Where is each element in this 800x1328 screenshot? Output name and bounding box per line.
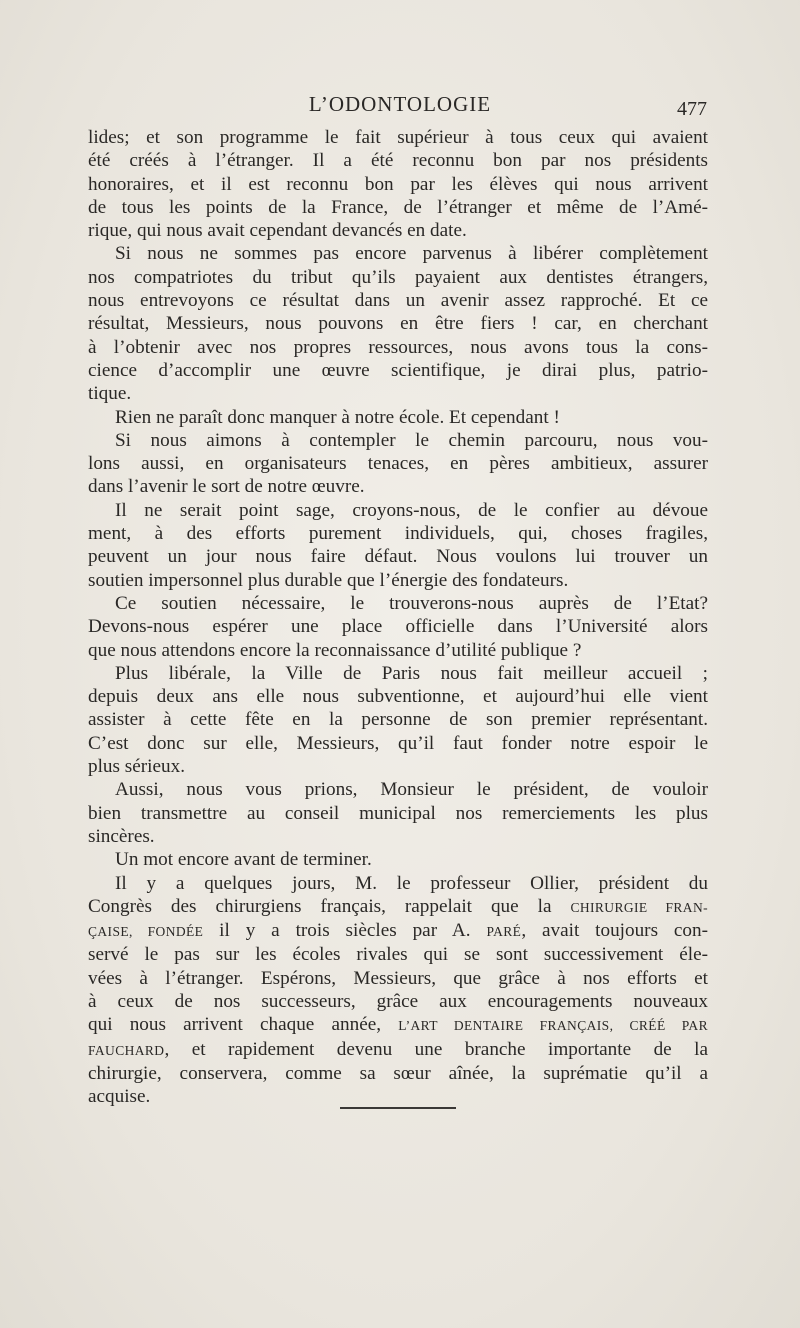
paragraph <box>88 242 708 405</box>
text-line <box>88 919 708 943</box>
text-line: chirurgie, conservera, comme sa sœur aînée, la suprématie qu’il a <box>88 1062 708 1084</box>
text-line: de tous les points de la France, de l’étranger et même de l’Amé- <box>88 196 708 218</box>
text-line: lons aussi, en organisateurs tenaces, en pères ambitieux, assurer <box>88 453 708 475</box>
text-line: Il ne serait point sage, croyons-nous, de le confier au dévoue <box>115 499 708 521</box>
small-caps-text: PARÉ <box>486 924 522 940</box>
text-line: été créés à l’étranger. Il a été reconnu bon par nos présidents <box>88 150 708 172</box>
page-header <box>0 90 800 124</box>
text-line: Rien ne paraît donc manquer à notre école. Et cependant ! <box>115 406 560 428</box>
text-line <box>88 895 708 919</box>
text-line: à ceux de nos successeurs, grâce aux encouragements nouveaux <box>88 990 708 1012</box>
text-line: honoraires, et il est reconnu bon par les élèves qui nous arrivent <box>88 173 708 195</box>
text-line: résultat, Messieurs, nous pouvons en être fiers ! car, en cherchant <box>88 313 708 335</box>
text-line <box>88 1038 708 1062</box>
text-line: acquise. <box>88 1086 151 1108</box>
paragraph <box>88 778 708 848</box>
text-line: depuis deux ans elle nous subventionne, et aujourd’hui elle vient <box>88 686 708 708</box>
text-line: lides; et son programme le fait supérieur à tous ceux qui avaient <box>88 127 708 148</box>
text-segment: , avait toujours con- <box>521 920 709 942</box>
small-caps-text: CHIRURGIE FRAN- <box>570 899 709 915</box>
text-line: bien transmettre au conseil municipal nos remerciements les plus <box>88 802 708 824</box>
paragraph <box>88 848 708 871</box>
text-line: rique, qui nous avait cependant devancés en date. <box>88 220 467 242</box>
small-caps-text: L’ART DENTAIRE FRANÇAIS, CRÉÉ PAR <box>398 1018 708 1034</box>
text-line: soutien impersonnel plus durable que l’énergie des fondateurs. <box>88 569 569 591</box>
text-line: cience d’accomplir une œuvre scientifique, je dirai plus, patrio- <box>88 359 708 381</box>
text-line: nos compatriotes du tribut qu’ils payaient aux dentistes étrangers, <box>88 266 708 288</box>
text-segment: il y a trois siècles par A. <box>203 920 487 942</box>
text-line: à l’obtenir avec nos propres ressources, nous avons tous la cons- <box>88 336 708 358</box>
text-line: Ce soutien nécessaire, le trouverons-nous auprès de l’Etat? <box>115 592 708 614</box>
text-line: assister à cette fête en la personne de son premier représentant. <box>88 709 708 731</box>
small-caps-text: FAUCHARD <box>88 1042 165 1058</box>
closing-rule <box>340 1107 456 1109</box>
paragraph <box>88 406 708 429</box>
paragraph <box>88 126 708 242</box>
body-text <box>88 126 708 1108</box>
text-line: Il y a quelques jours, M. le professeur Ollier, président du <box>115 872 708 894</box>
text-line: Aussi, nous vous prions, Monsieur le président, de vouloir <box>115 779 708 801</box>
page-number: 477 <box>677 98 707 120</box>
text-line: servé le pas sur les écoles rivales qui se sont successivement éle- <box>88 944 708 966</box>
text-line: plus sérieux. <box>88 756 185 778</box>
text-line: ment, à des efforts purement individuels, qui, choses fragiles, <box>88 523 708 545</box>
paragraph <box>88 499 708 592</box>
text-line: que nous attendons encore la reconnaissance d’utilité publique ? <box>88 639 582 661</box>
text-line: Devons-nous espérer une place officielle dans l’Université alors <box>88 616 708 638</box>
text-line: nous entrevoyons ce résultat dans un avenir assez rapproché. Et ce <box>88 290 708 312</box>
text-line: Un mot encore avant de terminer. <box>115 849 372 871</box>
text-line <box>88 1013 708 1037</box>
text-line: dans l’avenir le sort de notre œuvre. <box>88 476 365 498</box>
paragraph <box>88 592 708 662</box>
text-segment: qui nous arrivent chaque année, <box>88 1014 399 1036</box>
text-line: Plus libérale, la Ville de Paris nous fait meilleur accueil ; <box>115 662 708 684</box>
text-segment: Congrès des chirurgiens français, rappelait que la <box>88 895 552 917</box>
running-head: L’ODONTOLOGIE <box>308 92 492 116</box>
text-line: tique. <box>88 383 132 405</box>
text-line: sincères. <box>88 825 155 847</box>
text-line: peuvent un jour nous faire défaut. Nous voulons lui trouver un <box>88 546 708 568</box>
text-segment: , et rapidement devenu une branche importante de la <box>164 1038 708 1060</box>
small-caps-text: ÇAISE, FONDÉE <box>88 924 204 940</box>
paragraph <box>88 872 708 1109</box>
paragraph <box>88 429 708 499</box>
paragraph <box>88 662 708 778</box>
text-line: C’est donc sur elle, Messieurs, qu’il faut fonder notre espoir le <box>88 732 708 754</box>
text-line: Si nous ne sommes pas encore parvenus à libérer complètement <box>115 243 708 265</box>
text-line: Si nous aimons à contempler le chemin parcouru, nous vou- <box>115 429 708 451</box>
text-line: vées à l’étranger. Espérons, Messieurs, que grâce à nos efforts et <box>88 967 708 989</box>
